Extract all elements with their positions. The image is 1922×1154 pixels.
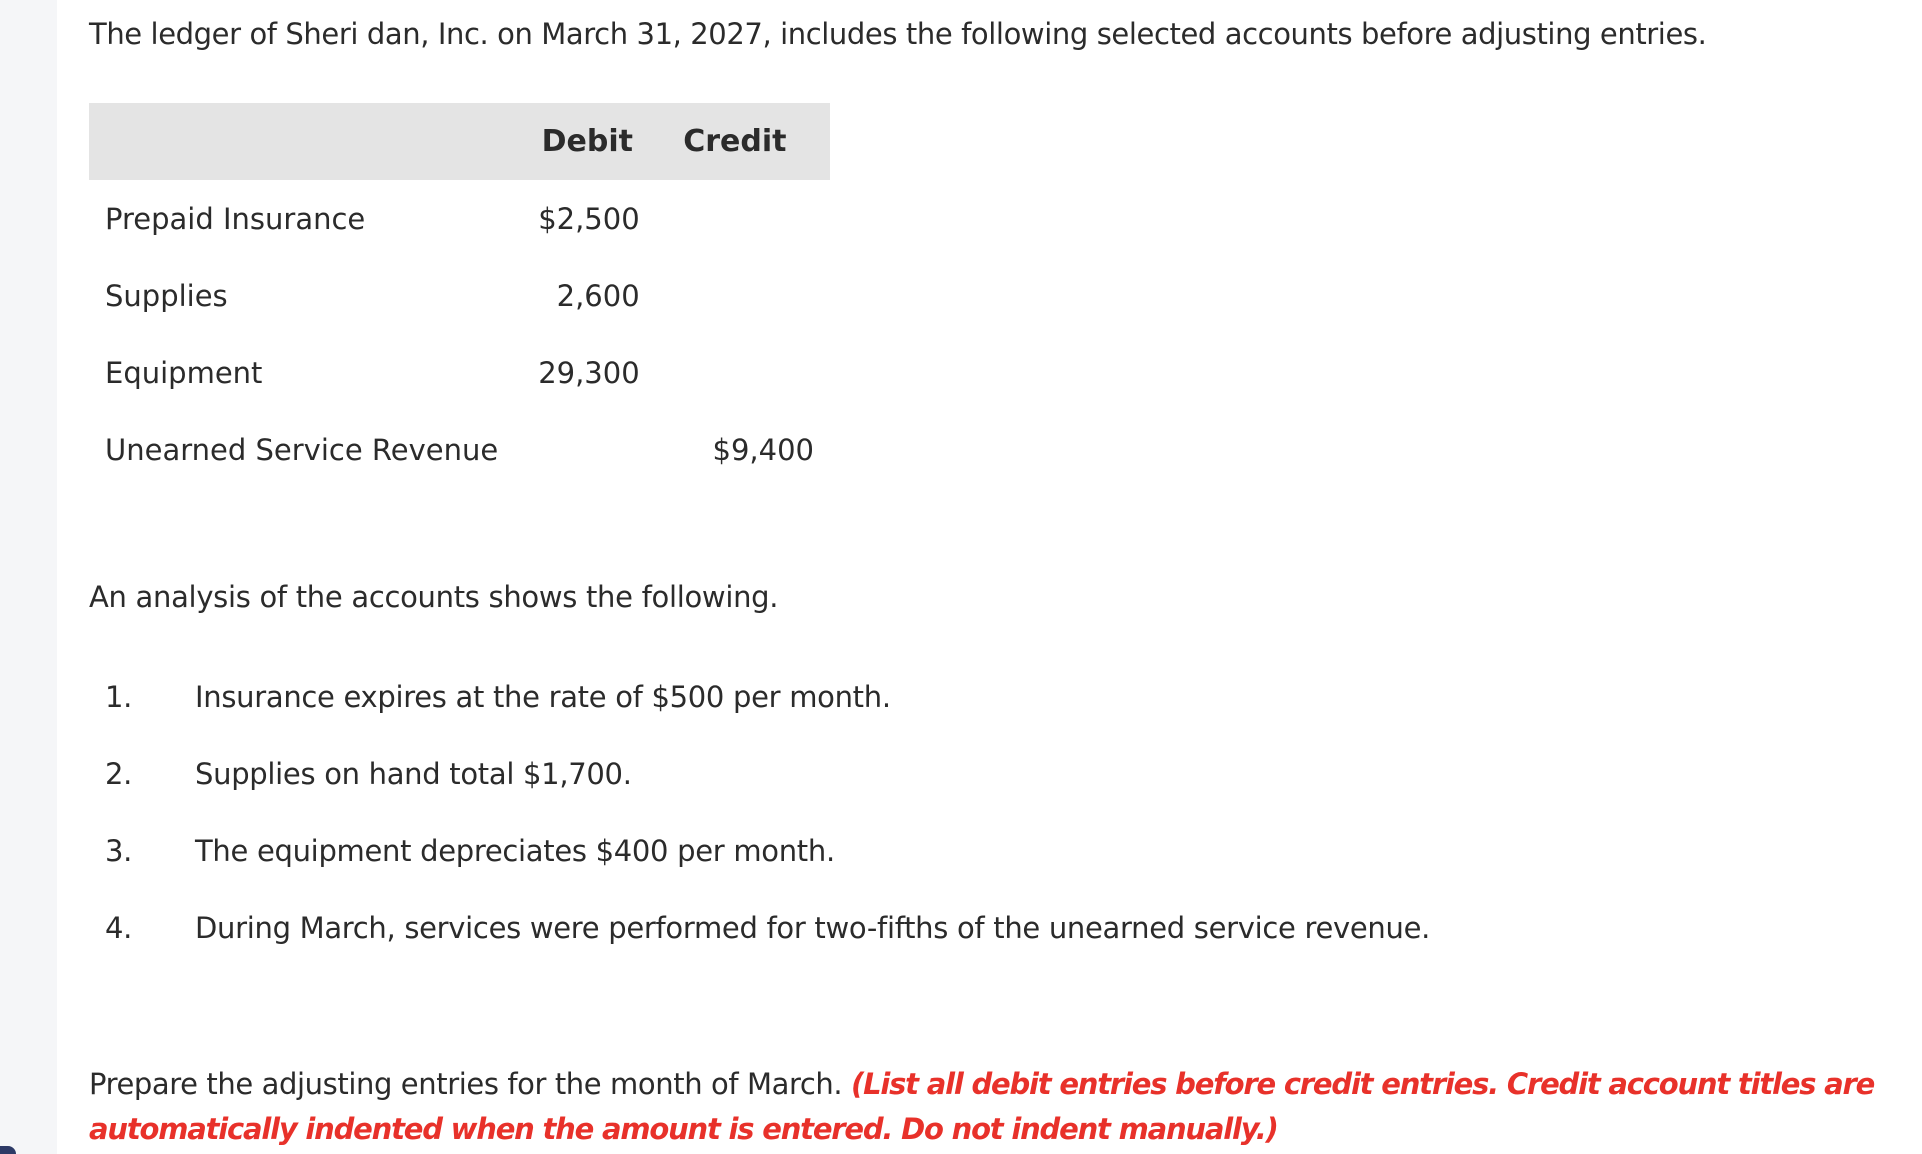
credit-amount — [640, 334, 830, 411]
credit-amount: $9,400 — [712, 432, 814, 467]
list-item-number: 2. — [105, 757, 133, 791]
account-name: Unearned Service Revenue — [105, 432, 499, 467]
credit-amount — [640, 180, 830, 257]
account-name: Equipment — [105, 355, 263, 390]
table-row — [89, 334, 830, 411]
intro-text: The ledger of Sheri dan, Inc. on March 31, 2027, includes the following selected accounts before adjusting entries. — [89, 17, 1707, 51]
debit-amount: 2,600 — [556, 278, 640, 313]
debit-amount: 29,300 — [538, 355, 640, 390]
list-item-text: Supplies on hand total $1,700. — [195, 757, 632, 791]
list-item-number: 3. — [105, 834, 133, 868]
ledger-table — [89, 103, 830, 488]
table-row — [89, 180, 830, 257]
instruction-note: (List all debit entries before credit entries. Credit account titles are automatically indented when the amount is entered. Do not indent manually.) — [89, 1067, 1875, 1146]
list-item-text: Insurance expires at the rate of $500 per month. — [195, 680, 891, 714]
table-row — [89, 257, 830, 334]
list-item-text: During March, services were performed for two-fifths of the unearned service revenue. — [195, 911, 1431, 945]
list-item-number: 1. — [105, 680, 133, 714]
header-debit: Debit — [535, 103, 640, 180]
account-name: Supplies — [105, 278, 228, 313]
left-margin-strip — [0, 0, 57, 1154]
ledger-header-row — [89, 103, 830, 180]
header-account — [89, 103, 535, 180]
analysis-intro: An analysis of the accounts shows the following. — [89, 580, 779, 614]
debit-amount: $2,500 — [538, 201, 640, 236]
account-name: Prepaid Insurance — [105, 201, 366, 236]
instruction-paragraph — [89, 1062, 1909, 1152]
list-item-number: 4. — [105, 911, 133, 945]
table-row — [89, 411, 830, 488]
header-credit: Credit — [640, 103, 830, 180]
credit-amount — [640, 257, 830, 334]
debit-amount — [535, 411, 640, 488]
list-item-text: The equipment depreciates $400 per month. — [195, 834, 835, 868]
instruction-text: Prepare the adjusting entries for the month of March. — [89, 1067, 843, 1101]
